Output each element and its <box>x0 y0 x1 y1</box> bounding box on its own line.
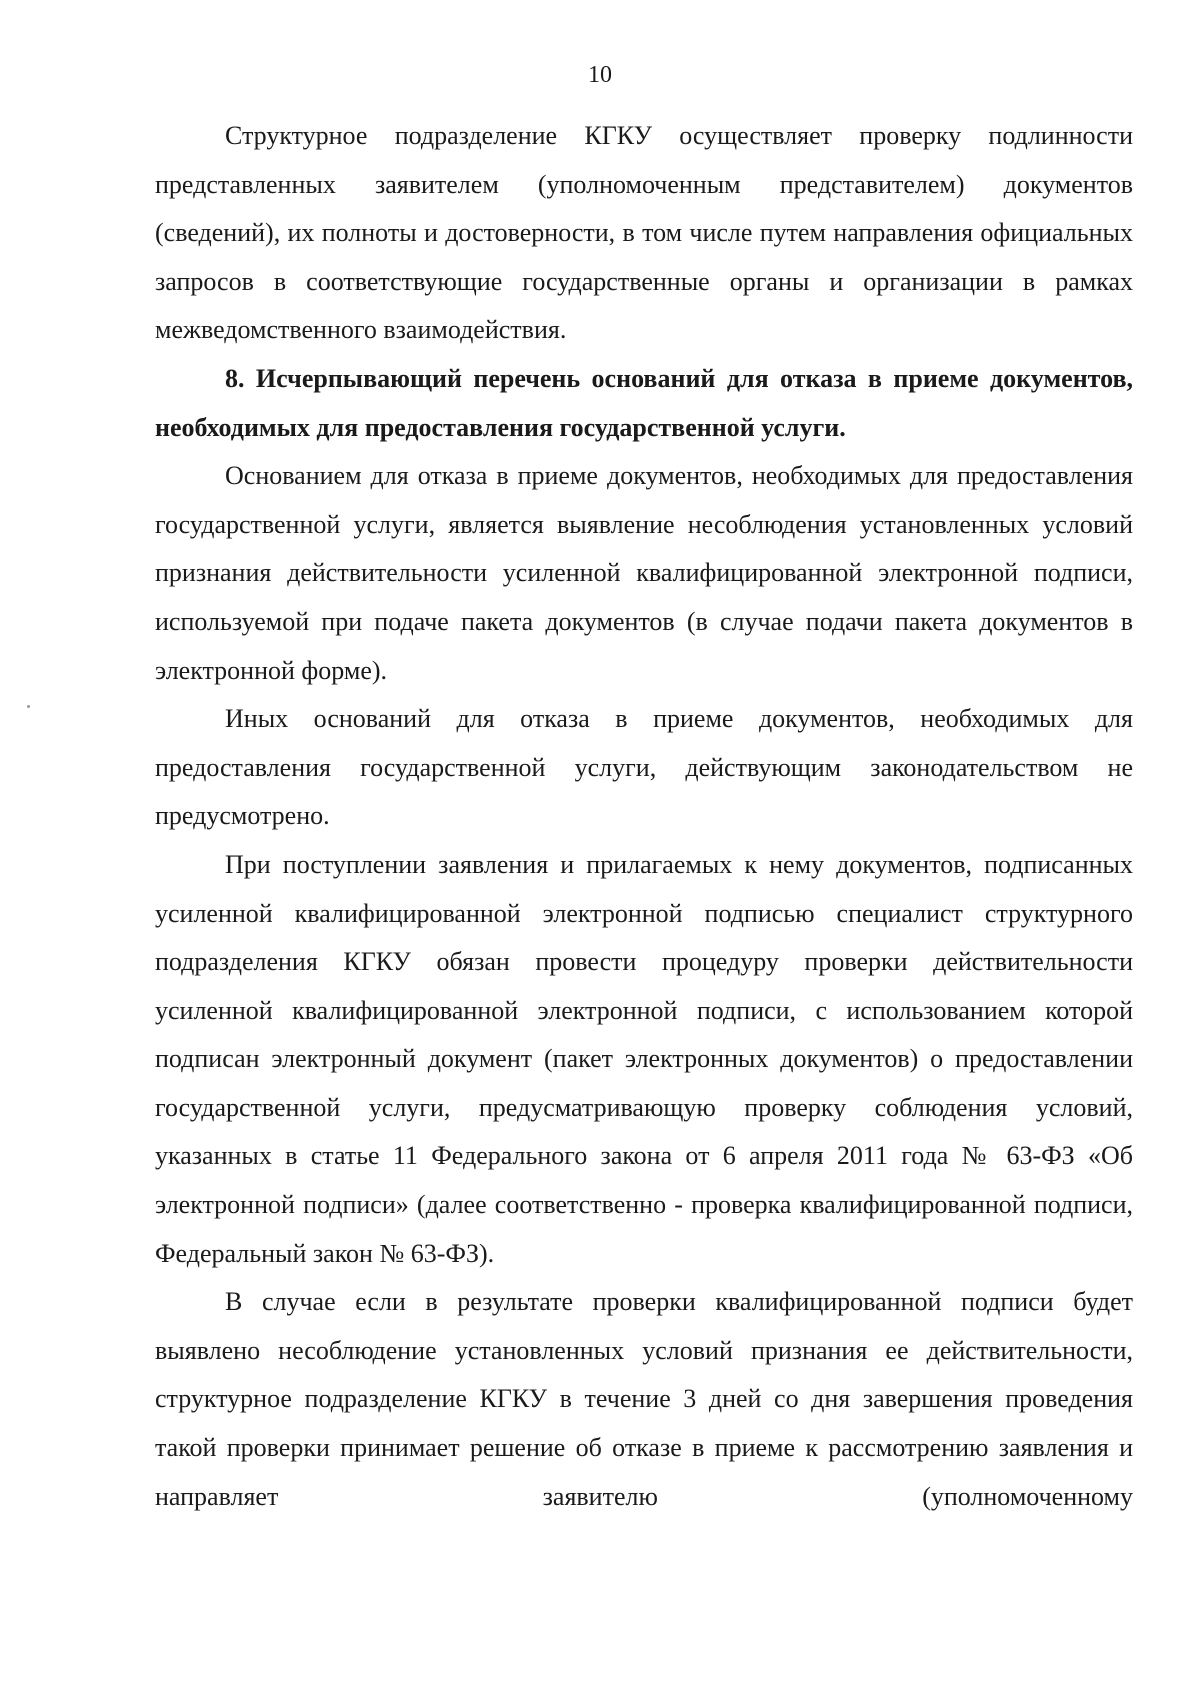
section-heading-8: 8. Исчерпывающий перечень оснований для отказа в приеме документов, необходимых для предоставления государственной услуги. <box>155 363 1133 442</box>
paragraph-no-other-grounds: Иных оснований для отказа в приеме документов, необходимых для предоставления государственной услуги, действующим законодательством не предусмотрено. <box>155 704 1133 831</box>
document-body <box>155 112 1133 1521</box>
paragraph-signature-check: При поступлении заявления и прилагаемых к нему документов, подписанных усиленной квалифицированной электронной подписью специалист структурного подразделения КГКУ обязан провести процедуру проверки действительности усиленной квалифицированной электронной подписи, с использованием которой подписан электронный документ (пакет электронных документов) о предоставлении государственной услуги, предусматривающую проверку соблюдения условий, указанных в статье 11 Федерального закона от 6 апреля 2011 года № 63-ФЗ «Об электронной подписи» (далее соответственно - проверка квалифицированной подписи, Федеральный закон № 63-ФЗ). <box>155 849 1133 1268</box>
paragraph-refusal-grounds: Основанием для отказа в приеме документов, необходимых для предоставления государственной услуги, является выявление несоблюдения установленных условий признания действительности усиленной квалифицированной электронной подписи, используемой при подаче пакета документов (в случае подачи пакета документов в электронной форме). <box>155 461 1133 685</box>
scan-speck <box>27 705 30 708</box>
paragraph-check-failure: В случае если в результате проверки квалифицированной подписи будет выявлено несоблюдение установленных условий признания ее действительности, структурное подразделение КГКУ в течение 3 дней со дня завершения проведения такой проверки принимает решение об отказе в приеме к рассмотрению заявления и направляет заявителю (уполномоченному <box>155 1287 1133 1511</box>
page-number: 10 <box>588 62 612 88</box>
paragraph-verification: Структурное подразделение КГКУ осуществляет проверку подлинности представленных заявителем (уполномоченным представителем) документов (сведений), их полноты и достоверности, в том числе путем направления официальных запросов в соответствующие государственные органы и организации в рамках межведомственного взаимодействия. <box>155 121 1133 345</box>
